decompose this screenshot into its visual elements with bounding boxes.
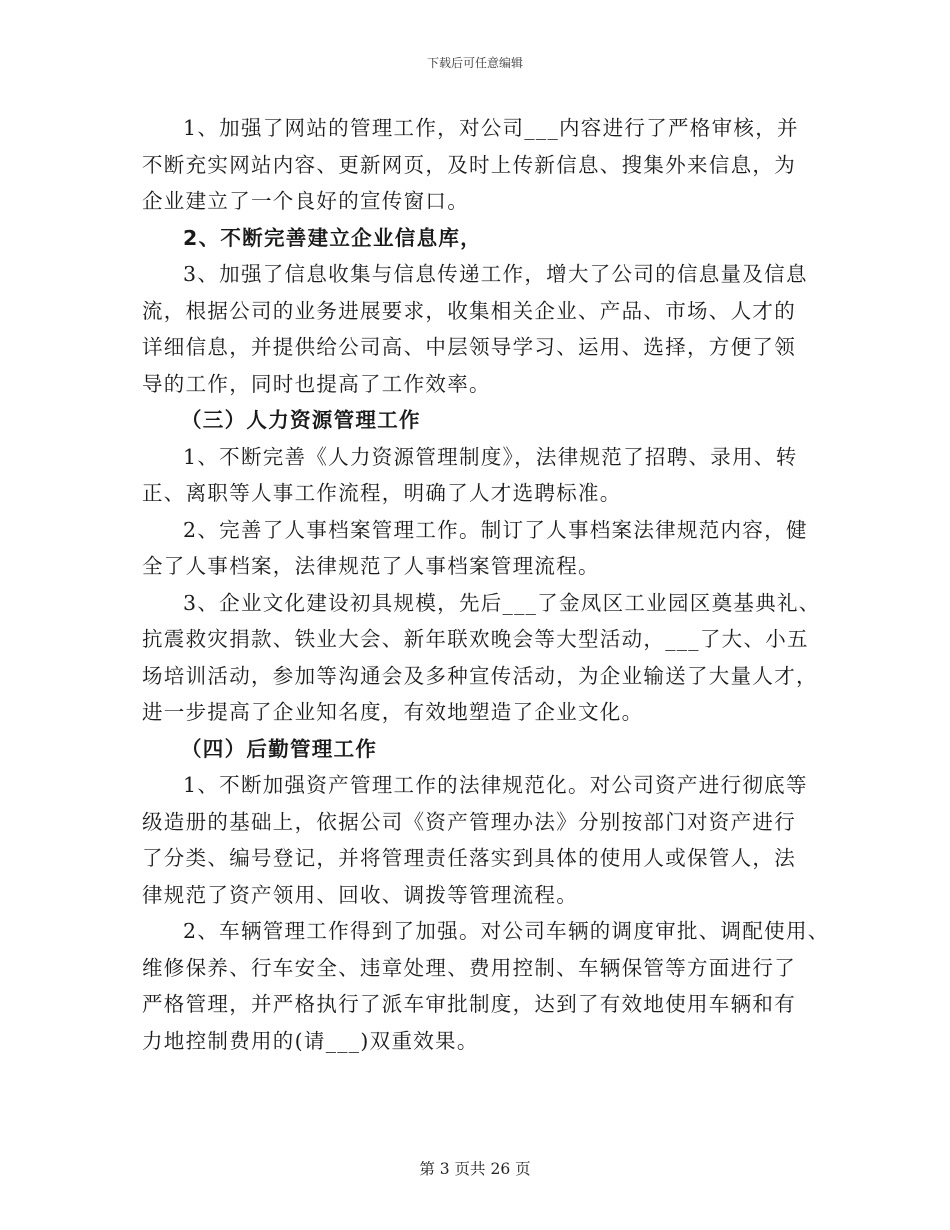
paragraph-line: 抗震救灾捐款、铁业大会、新年联欢晚会等大型活动，___了大、小五 xyxy=(142,627,809,651)
paragraph-line: 进一步提高了企业知名度，有效地塑造了企业文化。 xyxy=(142,700,644,724)
paragraph-line: 级造册的基础上，依据公司《资产管理办法》分别按部门对资产进行 xyxy=(142,809,796,834)
paragraph-line: 1、不断加强资产管理工作的法律规范化。对公司资产进行彻底等 xyxy=(183,773,808,797)
paragraph-line: 3、企业文化建设初具规模，先后___了金凤区工业园区奠基典礼、 xyxy=(183,590,821,615)
paragraph-line: 维修保养、行车安全、违章处理、费用控制、车辆保管等方面进行了 xyxy=(142,955,796,980)
paragraph-line: 全了人事档案，法律规范了人事档案管理流程。 xyxy=(142,554,600,578)
paragraph-line: 2、完善了人事档案管理工作。制订了人事档案法律规范内容，健 xyxy=(183,517,808,542)
page-footer: 第 3 页共 26 页 xyxy=(419,1160,531,1178)
subheading: 2、不断完善建立企业信息库， xyxy=(183,225,482,250)
section-heading: （四）后勤管理工作 xyxy=(181,736,378,761)
paragraph-line: 流，根据公司的业务进展要求，收集相关企业、产品、市场、人才的 xyxy=(142,298,796,323)
paragraph-line: 2、车辆管理工作得到了加强。对公司车辆的调度审批、调配使用、 xyxy=(183,919,830,943)
paragraph-line: 严格管理，并严格执行了派车审批制度，达到了有效地使用车辆和有 xyxy=(142,992,796,1016)
section-heading: （三）人力资源管理工作 xyxy=(181,408,421,432)
paragraph-line: 导的工作，同时也提高了工作效率。 xyxy=(142,371,491,396)
paragraph-line: 正、离职等人事工作流程，明确了人才选聘标准。 xyxy=(142,481,622,505)
document-body xyxy=(142,110,830,1059)
paragraph-line: 不断充实网站内容、更新网页，及时上传新信息、搜集外来信息，为 xyxy=(142,152,796,177)
paragraph-line: 律规范了资产领用、回收、调拨等管理流程。 xyxy=(142,882,578,907)
paragraph-line: 3、加强了信息收集与信息传递工作，增大了公司的信息量及信息 xyxy=(183,262,808,286)
paragraph-line: 企业建立了一个良好的宣传窗口。 xyxy=(142,189,469,213)
paragraph-line: 了分类、编号登记，并将管理责任落实到具体的使用人或保管人，法 xyxy=(142,846,796,870)
paragraph-line: 1、不断完善《人力资源管理制度》，法律规范了招聘、录用、转 xyxy=(183,444,798,469)
paragraph-line: 力地控制费用的(请___)双重效果。 xyxy=(142,1028,479,1053)
page-header: 下载后可任意编辑 xyxy=(426,56,523,70)
paragraph-line: 场培训活动，参加等沟通会及多种宣传活动，为企业输送了大量人才， xyxy=(142,663,818,688)
paragraph-line: 1、加强了网站的管理工作，对公司___内容进行了严格审核，并 xyxy=(183,116,799,140)
paragraph-line: 详细信息，并提供给公司高、中层领导学习、运用、选择，方便了领 xyxy=(142,335,796,359)
